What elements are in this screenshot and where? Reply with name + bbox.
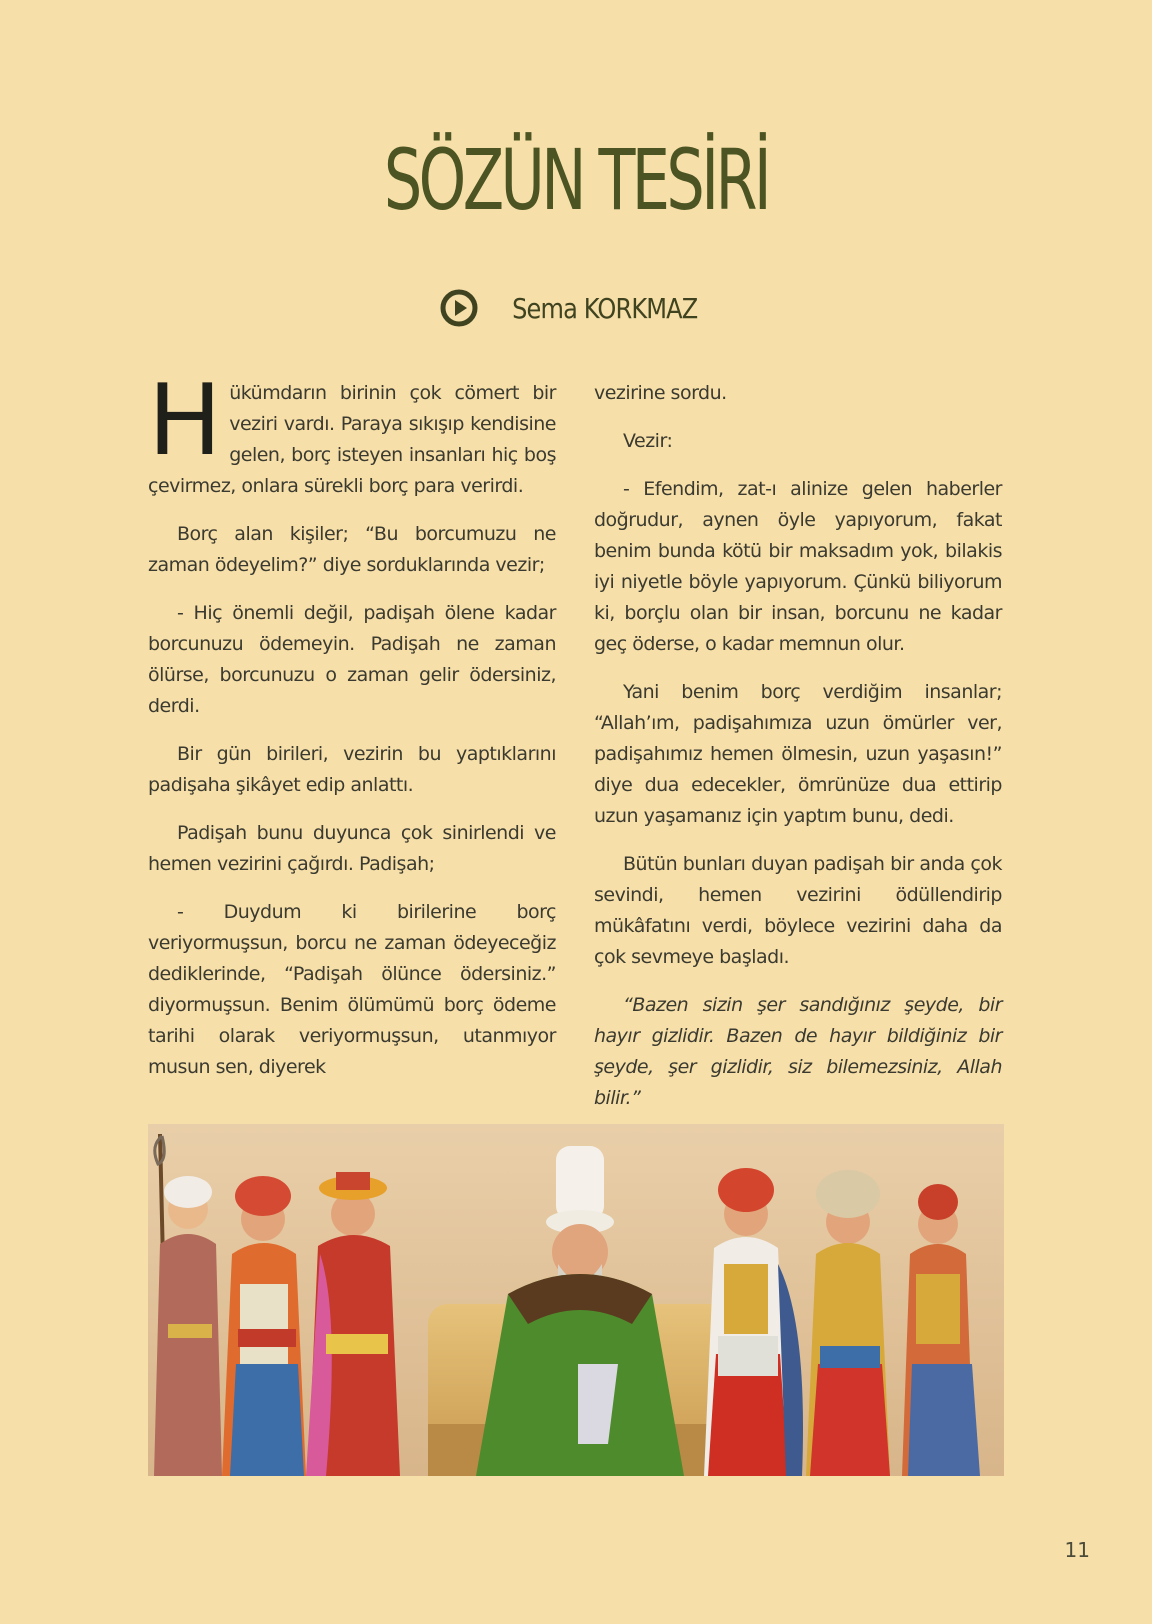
article-right-column — [594, 378, 1002, 1131]
paragraph: Borç alan kişiler; “Bu borcumuzu ne zaman ödeyelim?” diye sorduklarında vezir; — [148, 523, 556, 576]
paragraph: - Efendim, zat-ı alinize gelen haberler doğrudur, aynen öyle yapıyorum, fakat benim bunda kötü bir maksadım yok, bilakis iyi niyetle böyle yapıyorum. Çünkü biliyorum ki, borçlu olan bir insan, borcunu ne kadar geç öderse, o kadar memnun olur. — [594, 478, 1002, 655]
paragraph: Padişah bunu duyunca çok sinirlendi ve hemen vezirini çağırdı. Padişah; — [148, 822, 556, 875]
ottoman-court-illustration — [148, 1124, 1004, 1476]
paragraph: vezirine sordu. — [594, 382, 727, 404]
author-name: Sema KORKMAZ — [512, 291, 698, 325]
paragraph: Vezir: — [623, 430, 673, 452]
closing-quote: “Bazen sizin şer sandığınız şeyde, bir hayır gizlidir. Bazen de hayır bildiğiniz bir şeyde, şer gizlidir, siz bilemezsiniz, Allah bilir.” — [594, 994, 1002, 1109]
play-circle-icon — [439, 288, 479, 328]
illustration-drawing — [148, 1124, 1004, 1476]
dropcap: H — [148, 364, 222, 478]
article-left-column — [148, 364, 556, 1100]
paragraph-text: ükümdarın birinin çok cömert bir vezi̇ri vardı. Paraya sıkışıp kendisine gelen, borç isteyen insanları hiç boş çevirmez, onlara sürekli borç para verirdi. — [148, 382, 556, 497]
paragraph: - Hiç önemli değil, padişah ölene kadar borcunuzu ödemeyin. Padişah ne zaman ölürse, borcunuzu o zaman gelir ödersiniz, derdi. — [148, 602, 556, 717]
paragraph: Bir gün birileri, vezirin bu yaptıklarını padişaha şikâyet edip anlattı. — [148, 743, 556, 796]
author-line — [0, 288, 1152, 328]
paragraph — [148, 364, 556, 502]
paragraph: Bütün bunları duyan padişah bir anda çok sevindi, hemen vezirini ödüllendirip mükâfatını verdi, böylece vezirini daha da çok sevmeye başladı. — [594, 853, 1002, 968]
page-number: 11 — [1064, 1538, 1090, 1562]
paragraph: Yani benim borç verdiğim insanlar; “Allah’ım, padişahımıza uzun ömürler ver, padişahımız hemen ölmesin, uzun yaşasın!” diye dua edecekler, ömrünüze dua ettirip uzun yaşamanız için yaptım bunu, dedi. — [594, 681, 1002, 827]
article-title: SÖZÜN TESİRİ — [383, 131, 769, 229]
paragraph: - Duydum ki birilerine borç veriyormuşsun, borcu ne zaman ödeyeceğiz dediklerinde, “Padişah ölünce ödersiniz.” diyormuşsun. Benim ölümümü borç ödeme tarihi olarak veriyormuşsun, utanmıyor musun sen, diyerek — [148, 901, 556, 1078]
